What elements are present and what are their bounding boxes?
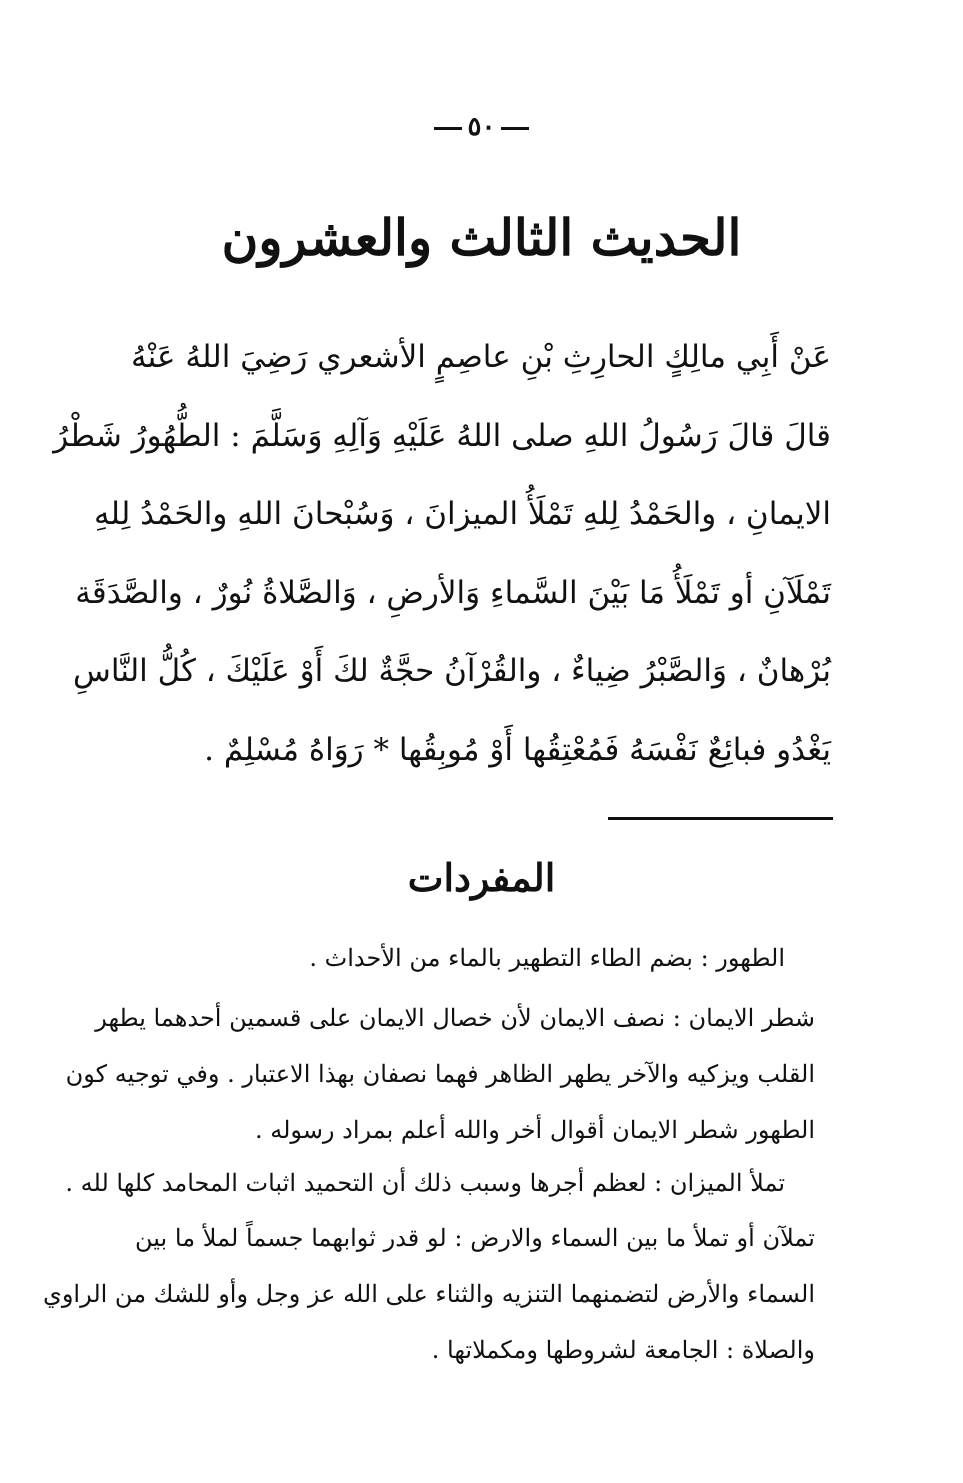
hadith-title: الحديث الثالث والعشرون <box>221 208 742 267</box>
section-title: المفردات <box>407 855 556 900</box>
vocab-line: الطهور شطر الايمان أقوال أخر والله أعلم بمراد رسوله . <box>254 1116 815 1144</box>
hadith-line: الايمانِ ، والحَمْدُ لِلهِ تَمْلَأُ الميزانَ ، وَسُبْحانَ اللهِ والحَمْدُ لِلهِ <box>93 496 831 532</box>
vocab-entry <box>65 1155 815 1211</box>
hadith-line: عَنْ أَبِي مالِكٍ الحارِثِ بْنِ عاصِمٍ الأشعري رَضِيَ اللهُ عَنْهُ <box>131 339 831 375</box>
vocab-line: شطر الايمان : نصف الايمان لأن خصال الايمان على قسمين أحدهما يطهر <box>95 1004 815 1032</box>
vocab-line: والصلاة : الجامعة لشروطها ومكملاتها . <box>431 1336 815 1364</box>
vocab-entry <box>65 990 815 1158</box>
vocab-line: السماء والأرض لتضمنهما التنزيه والثناء على الله عز وجل وأو للشك من الراوي <box>43 1280 815 1308</box>
page-number-dash-left <box>434 127 462 130</box>
hadith-text <box>53 318 831 789</box>
page-number <box>0 112 963 142</box>
page-number-dash-right <box>501 127 529 130</box>
vocab-entry <box>135 930 815 986</box>
hadith-line: قالَ قالَ رَسُولُ اللهِ صلى اللهُ عَلَيْهِ وَآلِهِ وَسَلَّمَ : الطُّهُورُ شَطْرُ <box>53 417 831 454</box>
vocab-line: تملأ الميزان : لعظم أجرها وسبب ذلك أن التحميد اثبات المحامد كلها لله . <box>65 1169 785 1197</box>
vocab-line: القلب ويزكيه والآخر يطهر الظاهر فهما نصفان بهذا الاعتبار . وفي توجيه كون <box>65 1060 815 1088</box>
vocab-line: الطهور : بضم الطاء التطهير بالماء من الأحداث . <box>309 944 785 972</box>
hadith-line: تَمْلَآنِ أو تَمْلَأُ مَا بَيْنَ السَّماءِ وَالأرضِ ، وَالصَّلاةُ نُورٌ ، والصَّدَقَة <box>75 574 831 611</box>
section-divider <box>608 817 833 820</box>
hadith-line: يَغْدُو فبائِعٌ نَفْسَهُ فَمُعْتِقُها أَوْ مُوبِقُها * رَوَاهُ مُسْلِمٌ . <box>204 731 831 768</box>
vocab-line: تملآن أو تملأ ما بين السماء والارض : لو قدر ثوابهما جسماً لملأ ما بين <box>135 1224 815 1252</box>
vocab-entry <box>43 1210 815 1378</box>
page-number-text: ٥٠ <box>467 112 496 142</box>
hadith-line: بُرْهانٌ ، وَالصَّبْرُ ضِياءٌ ، والقُرْآنُ حجَّةٌ لكَ أَوْ عَلَيْكَ ، كُلُّ النَّاسِ <box>73 653 831 689</box>
